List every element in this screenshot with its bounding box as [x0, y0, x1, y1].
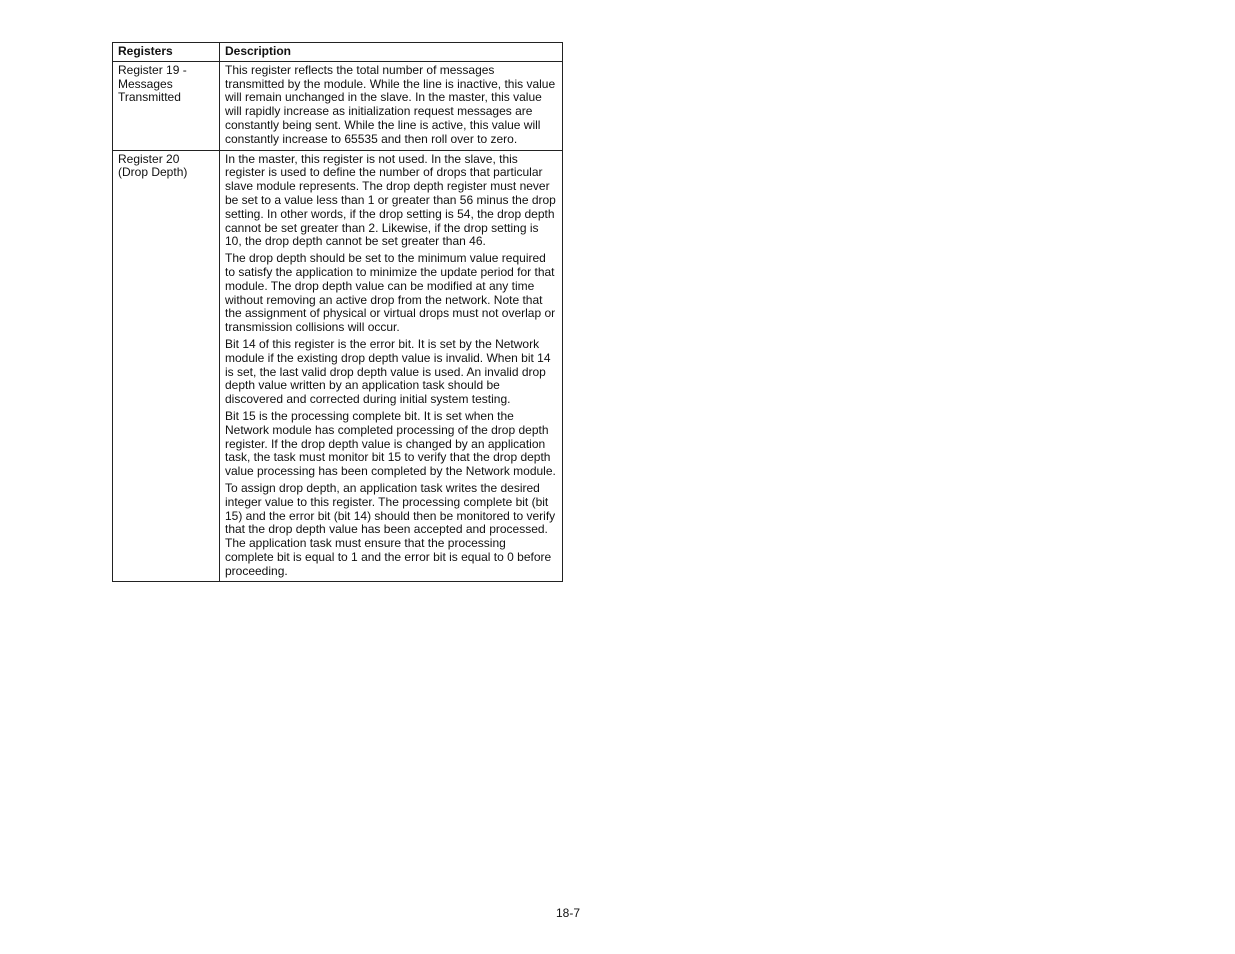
register-name: Register 20 (Drop Depth) — [113, 150, 220, 582]
registers-table — [112, 42, 563, 582]
header-registers: Registers — [113, 43, 220, 62]
description-paragraph: Bit 15 is the processing complete bit. It is set when the Network module has completed processing of the drop depth register. If the drop depth value is changed by an application task, the task must monitor bit 15 to verify that the drop depth value processing has been completed by the Network module. — [224, 408, 556, 479]
page-number: 18-7 — [556, 906, 581, 920]
table-header-row — [113, 43, 563, 62]
register-name: Register 19 - Messages Transmitted — [113, 61, 220, 150]
description-paragraph: In the master, this register is not used. In the slave, this register is used to define the number of drops that particular slave module represents. The drop depth register must never be set to a value less than 1 or greater than 56 minus the drop setting. In other words, if the drop setting is 54, the drop depth cannot be set greater than 2. Likewise, if the drop setting is 10, the drop depth cannot be set greater than 46. — [224, 151, 556, 249]
register-description — [219, 150, 562, 582]
description-paragraph: Bit 14 of this register is the error bit. It is set by the Network module if the existing drop depth value is invalid. When bit 14 is set, the last valid drop depth value is used. An invalid drop depth value written by an application task should be discovered and corrected during initial system testing. — [224, 336, 551, 407]
description-paragraph: To assign drop depth, an application task writes the desired integer value to this register. The processing complete bit (bit 15) and the error bit (bit 14) should then be monitored to verify that the drop depth value has been accepted and processed. The application task must ensure that the processing complete bit is equal to 1 and the error bit is equal to 0 before proceeding. — [224, 480, 556, 578]
header-description: Description — [219, 43, 562, 62]
table-row — [113, 150, 563, 582]
table-row — [113, 61, 563, 150]
register-description — [219, 61, 562, 150]
description-paragraph: This register reflects the total number of messages transmitted by the module. While the line is inactive, this value will remain unchanged in the slave. In the master, this value will rapidly increase as initialization request messages are constantly being sent. While the line is active, this value will constantly increase to 65535 and then roll over to zero. — [224, 62, 556, 146]
description-paragraph: The drop depth should be set to the minimum value required to satisfy the application to minimize the update period for that module. The drop depth value can be modified at any time without removing an active drop from the network. Note that the assignment of physical or virtual drops must not overlap or transmission collisions will occur. — [224, 251, 556, 335]
